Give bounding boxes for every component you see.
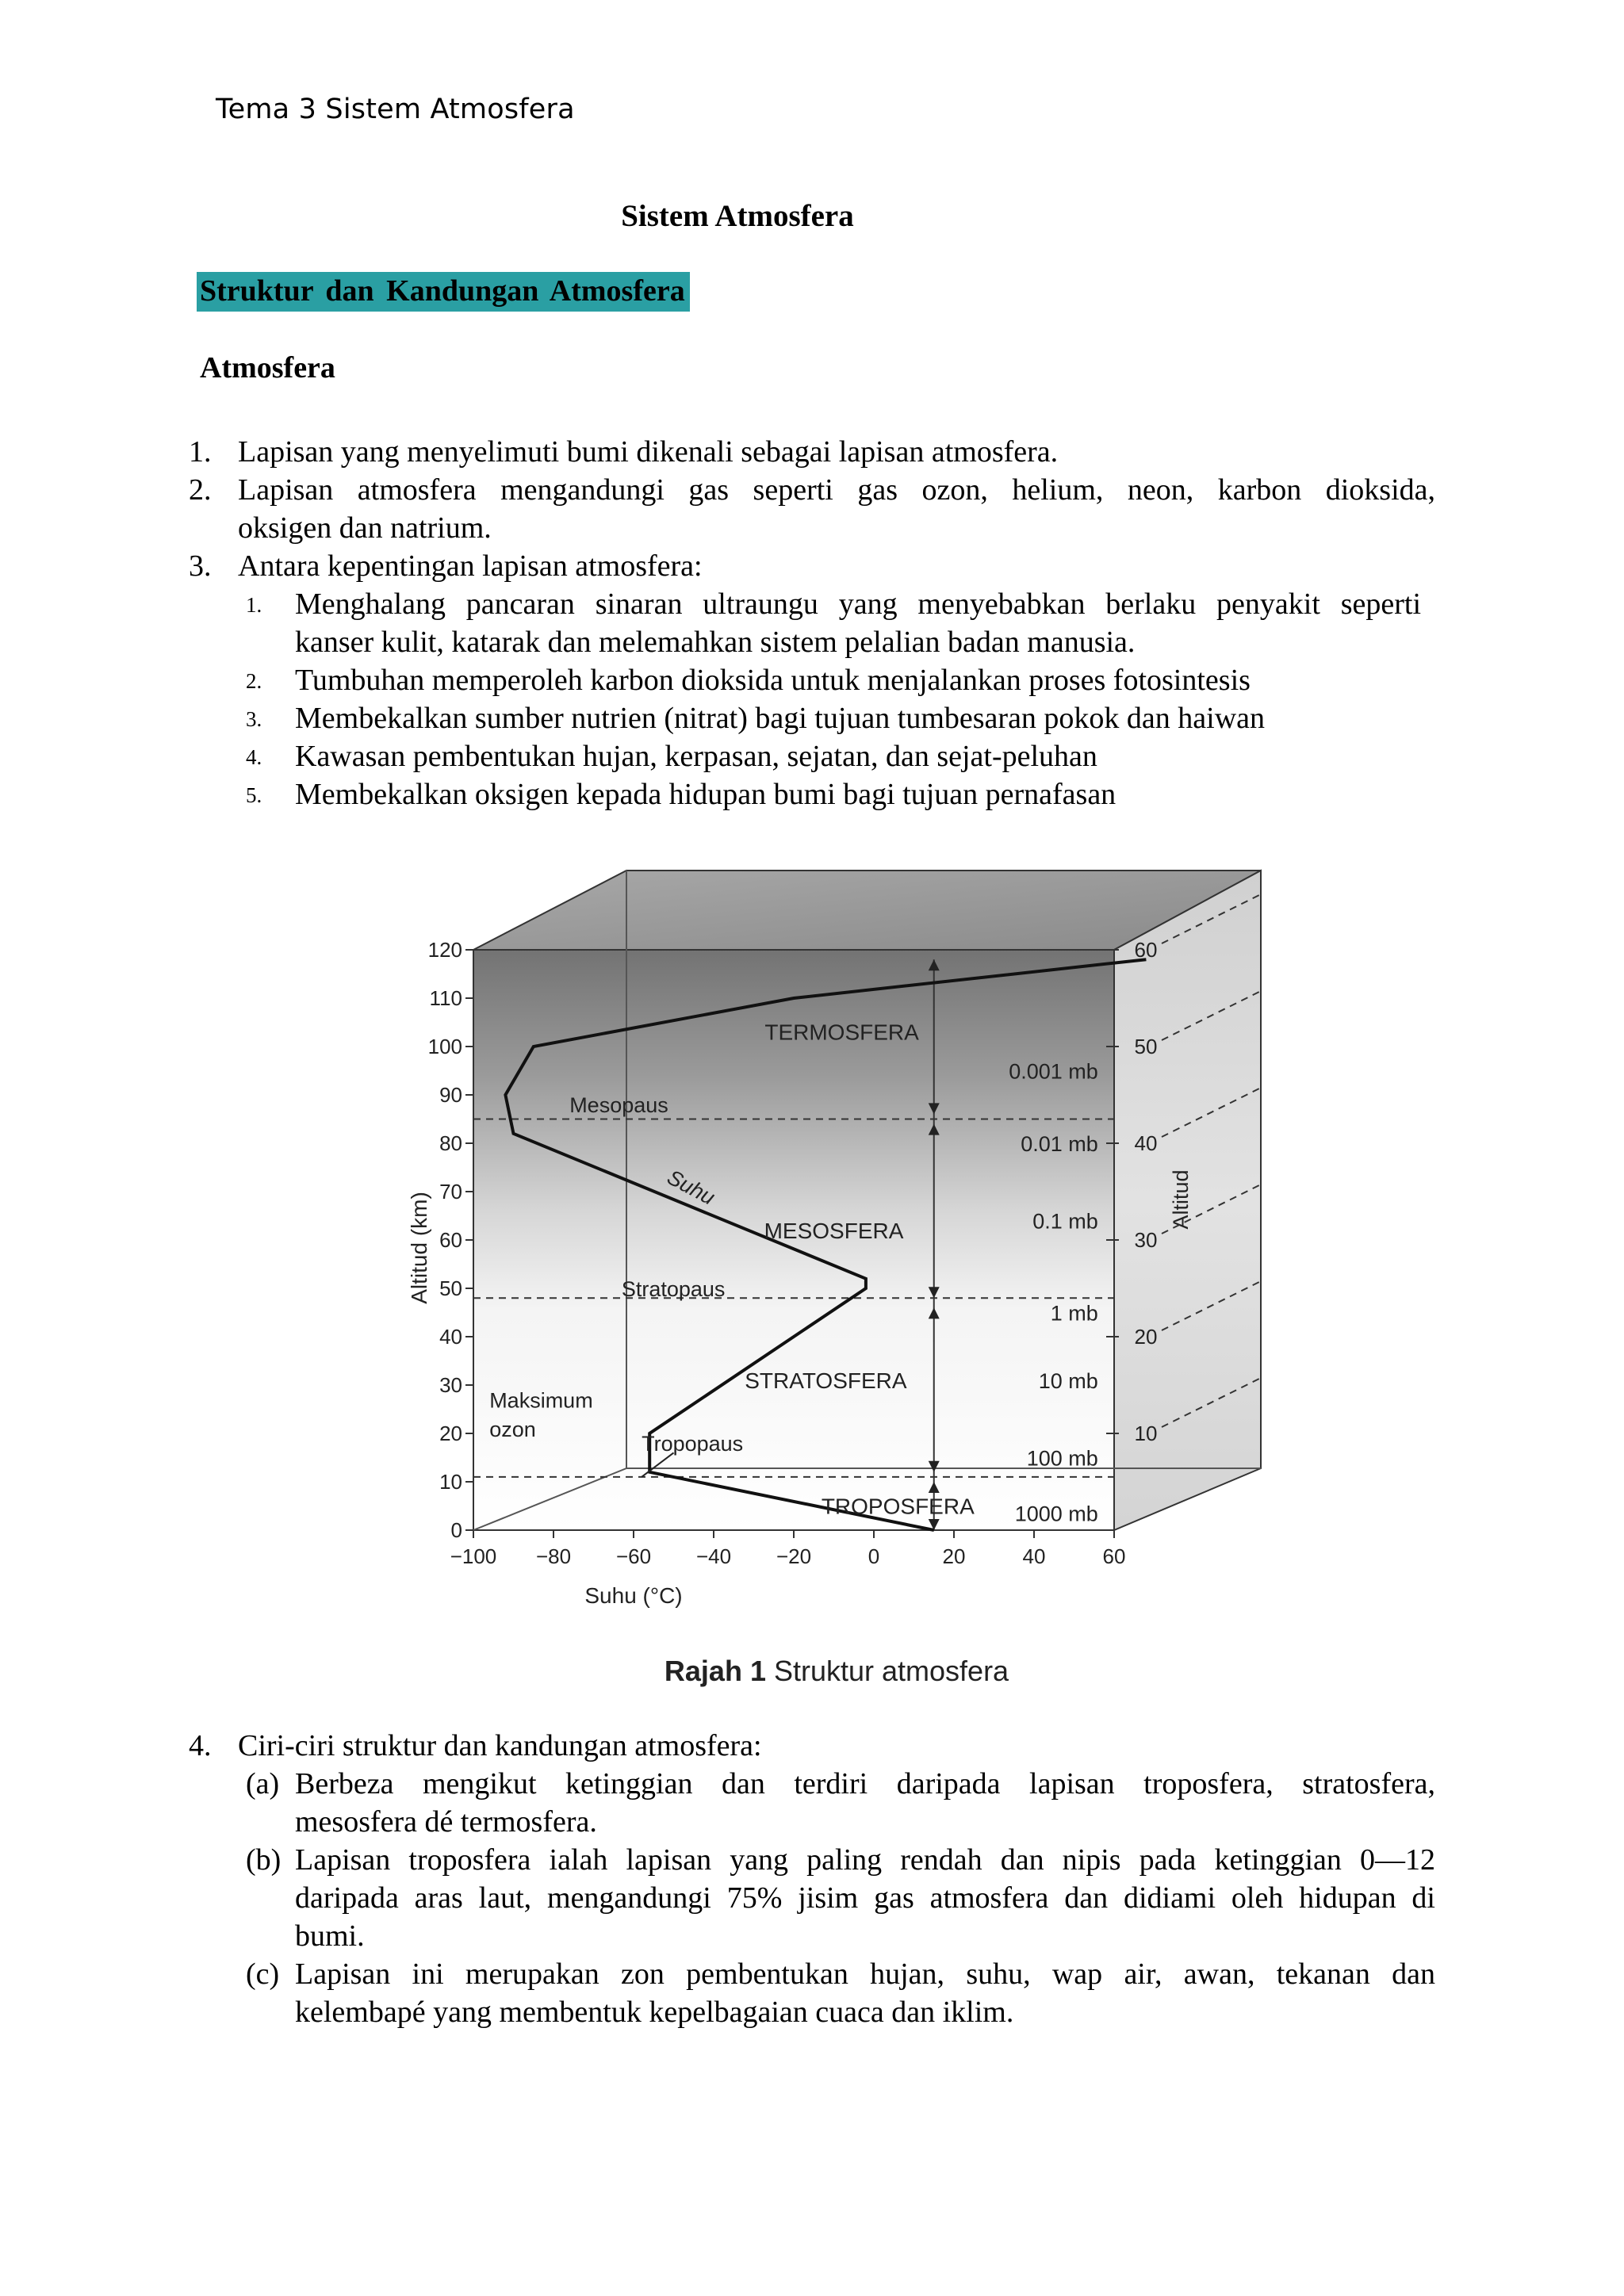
pressure-label: 10 mb	[1038, 1368, 1098, 1393]
list-item-text: Lapisan yang menyelimuti bumi dikenali sebagai lapisan atmosfera.	[238, 435, 1059, 469]
list-number: 3.	[189, 549, 212, 583]
sublist-number: 5.	[246, 783, 262, 807]
x-tick-label: −60	[615, 1544, 652, 1568]
list-item-text: oksigen dan natrium.	[238, 511, 492, 545]
y-tick-label: 70	[439, 1180, 462, 1203]
right-tick-label: 50	[1134, 1035, 1158, 1058]
ozone-label: ozon	[489, 1417, 536, 1441]
x-tick-label: −100	[450, 1544, 497, 1568]
document-title: Sistem Atmosfera	[621, 199, 854, 233]
list-item-text: Lapisan atmosfera mengandungi gas seperti gas ozon, helium, neon, karbon dioksida,	[238, 473, 1435, 507]
list-item-text: Antara kepentingan lapisan atmosfera:	[238, 549, 703, 583]
sublist-number: 2.	[246, 669, 262, 693]
right-axis-title: Altitud	[1169, 1169, 1193, 1230]
x-tick-label: 40	[1022, 1544, 1046, 1568]
boundary-label: Stratopaus	[621, 1277, 726, 1301]
sublist-item-text: Lapisan ini merupakan zon pembentukan hujan, suhu, wap air, awan, tekanan dan	[295, 1957, 1435, 1991]
sublist-item-text: Membekalkan oksigen kepada hidupan bumi bagi tujuan pernafasan	[295, 778, 1116, 811]
pressure-label: 0.01 mb	[1021, 1132, 1098, 1156]
section-heading: Struktur dan Kandungan Atmosfera	[197, 272, 690, 312]
right-tick-label: 10	[1134, 1422, 1158, 1445]
sublist-label: (b)	[246, 1843, 282, 1877]
pressure-label: 0.001 mb	[1009, 1059, 1098, 1084]
y-tick-label: 40	[439, 1325, 462, 1349]
list-number: 1.	[189, 435, 212, 469]
sublist-item-text: bumi.	[295, 1919, 365, 1953]
list-number: 2.	[189, 473, 212, 507]
pressure-label: 1000 mb	[1014, 1502, 1098, 1526]
y-axis-title: Altitud (km)	[407, 1192, 431, 1304]
sublist-item-text: daripada aras laut, mengandungi 75% jisim gas atmosfera dan didiami oleh hidupan di	[295, 1881, 1435, 1915]
list-number: 4.	[189, 1729, 212, 1762]
y-tick-label: 30	[439, 1373, 462, 1397]
boundary-label: Mesopaus	[569, 1093, 668, 1118]
sublist-number: 4.	[246, 745, 262, 769]
sublist-item-text: Tumbuhan memperoleh karbon dioksida untuk menjalankan proses fotosintesis	[295, 664, 1251, 697]
y-tick-label: 60	[439, 1228, 462, 1252]
x-tick-label: −20	[776, 1544, 812, 1568]
layer-label: TROPOSFERA	[821, 1494, 975, 1519]
y-tick-label: 50	[439, 1276, 462, 1300]
boundary-label: Tropopaus	[642, 1432, 744, 1456]
sublist-item-text: Kawasan pembentukan hujan, kerpasan, sejatan, dan sejat-peluhan	[295, 740, 1097, 773]
sublist-item-text: kanser kulit, katarak dan melemahkan sistem pelalian badan manusia.	[295, 626, 1136, 659]
y-tick-label: 120	[427, 938, 462, 962]
atmosphere-structure-figure	[381, 856, 1293, 1712]
sublist-item-text: Menghalang pancaran sinaran ultraungu yang menyebabkan berlaku penyakit seperti	[295, 587, 1421, 621]
x-tick-label: −40	[695, 1544, 732, 1568]
running-header: Tema 3 Sistem Atmosfera	[216, 94, 575, 125]
atmosphere-diagram	[381, 856, 1293, 1712]
figure-caption	[665, 1655, 1009, 1687]
right-tick-label: 40	[1134, 1131, 1158, 1155]
figure-caption-text: Struktur atmosfera	[765, 1655, 1009, 1687]
sublist-number: 3.	[246, 707, 262, 731]
y-tick-label: 10	[439, 1470, 462, 1494]
pressure-label: 1 mb	[1050, 1301, 1098, 1326]
right-tick-label: 20	[1134, 1325, 1158, 1349]
x-tick-label: 20	[942, 1544, 966, 1568]
curve-label: Suhu	[663, 1165, 719, 1210]
x-tick-label: −80	[535, 1544, 572, 1568]
y-tick-label: 90	[439, 1083, 462, 1107]
sublist-label: (c)	[246, 1957, 280, 1991]
layer-label: STRATOSFERA	[745, 1368, 907, 1393]
y-tick-label: 110	[429, 986, 462, 1010]
layer-label: TERMOSFERA	[764, 1020, 919, 1045]
sublist-item-text: Berbeza mengikut ketinggian dan terdiri daripada lapisan troposfera, stratosfera,	[295, 1767, 1435, 1800]
sublist-item-text: mesosfera dé termosfera.	[295, 1805, 597, 1839]
sublist-item-text: kelembapé yang membentuk kepelbagaian cuaca dan iklim.	[295, 1996, 1014, 2029]
right-tick-label: 60	[1134, 938, 1158, 962]
pressure-label: 100 mb	[1026, 1446, 1098, 1471]
x-axis-title: Suhu (°C)	[584, 1583, 683, 1608]
sublist-item-text: Lapisan troposfera ialah lapisan yang paling rendah dan nipis pada ketinggian 0—12	[295, 1843, 1435, 1877]
y-tick-label: 20	[439, 1422, 462, 1445]
pressure-label: 0.1 mb	[1032, 1209, 1098, 1234]
list-item-text: Ciri-ciri struktur dan kandungan atmosfera:	[238, 1729, 762, 1762]
y-tick-label: 80	[439, 1131, 462, 1155]
y-tick-label: 0	[450, 1518, 462, 1542]
sublist-number: 1.	[246, 593, 262, 617]
subheading: Atmosfera	[200, 351, 335, 385]
ozone-label: Maksimum	[489, 1388, 593, 1413]
sublist-label: (a)	[246, 1767, 280, 1800]
x-tick-label: 0	[868, 1544, 880, 1568]
layer-label: MESOSFERA	[764, 1218, 904, 1243]
right-tick-label: 30	[1134, 1228, 1158, 1252]
sublist-item-text: Membekalkan sumber nutrien (nitrat) bagi tujuan tumbesaran pokok dan haiwan	[295, 702, 1266, 735]
y-tick-label: 100	[427, 1035, 462, 1058]
figure-caption-number: Rajah 1	[664, 1655, 766, 1687]
x-tick-label: 60	[1102, 1544, 1126, 1568]
